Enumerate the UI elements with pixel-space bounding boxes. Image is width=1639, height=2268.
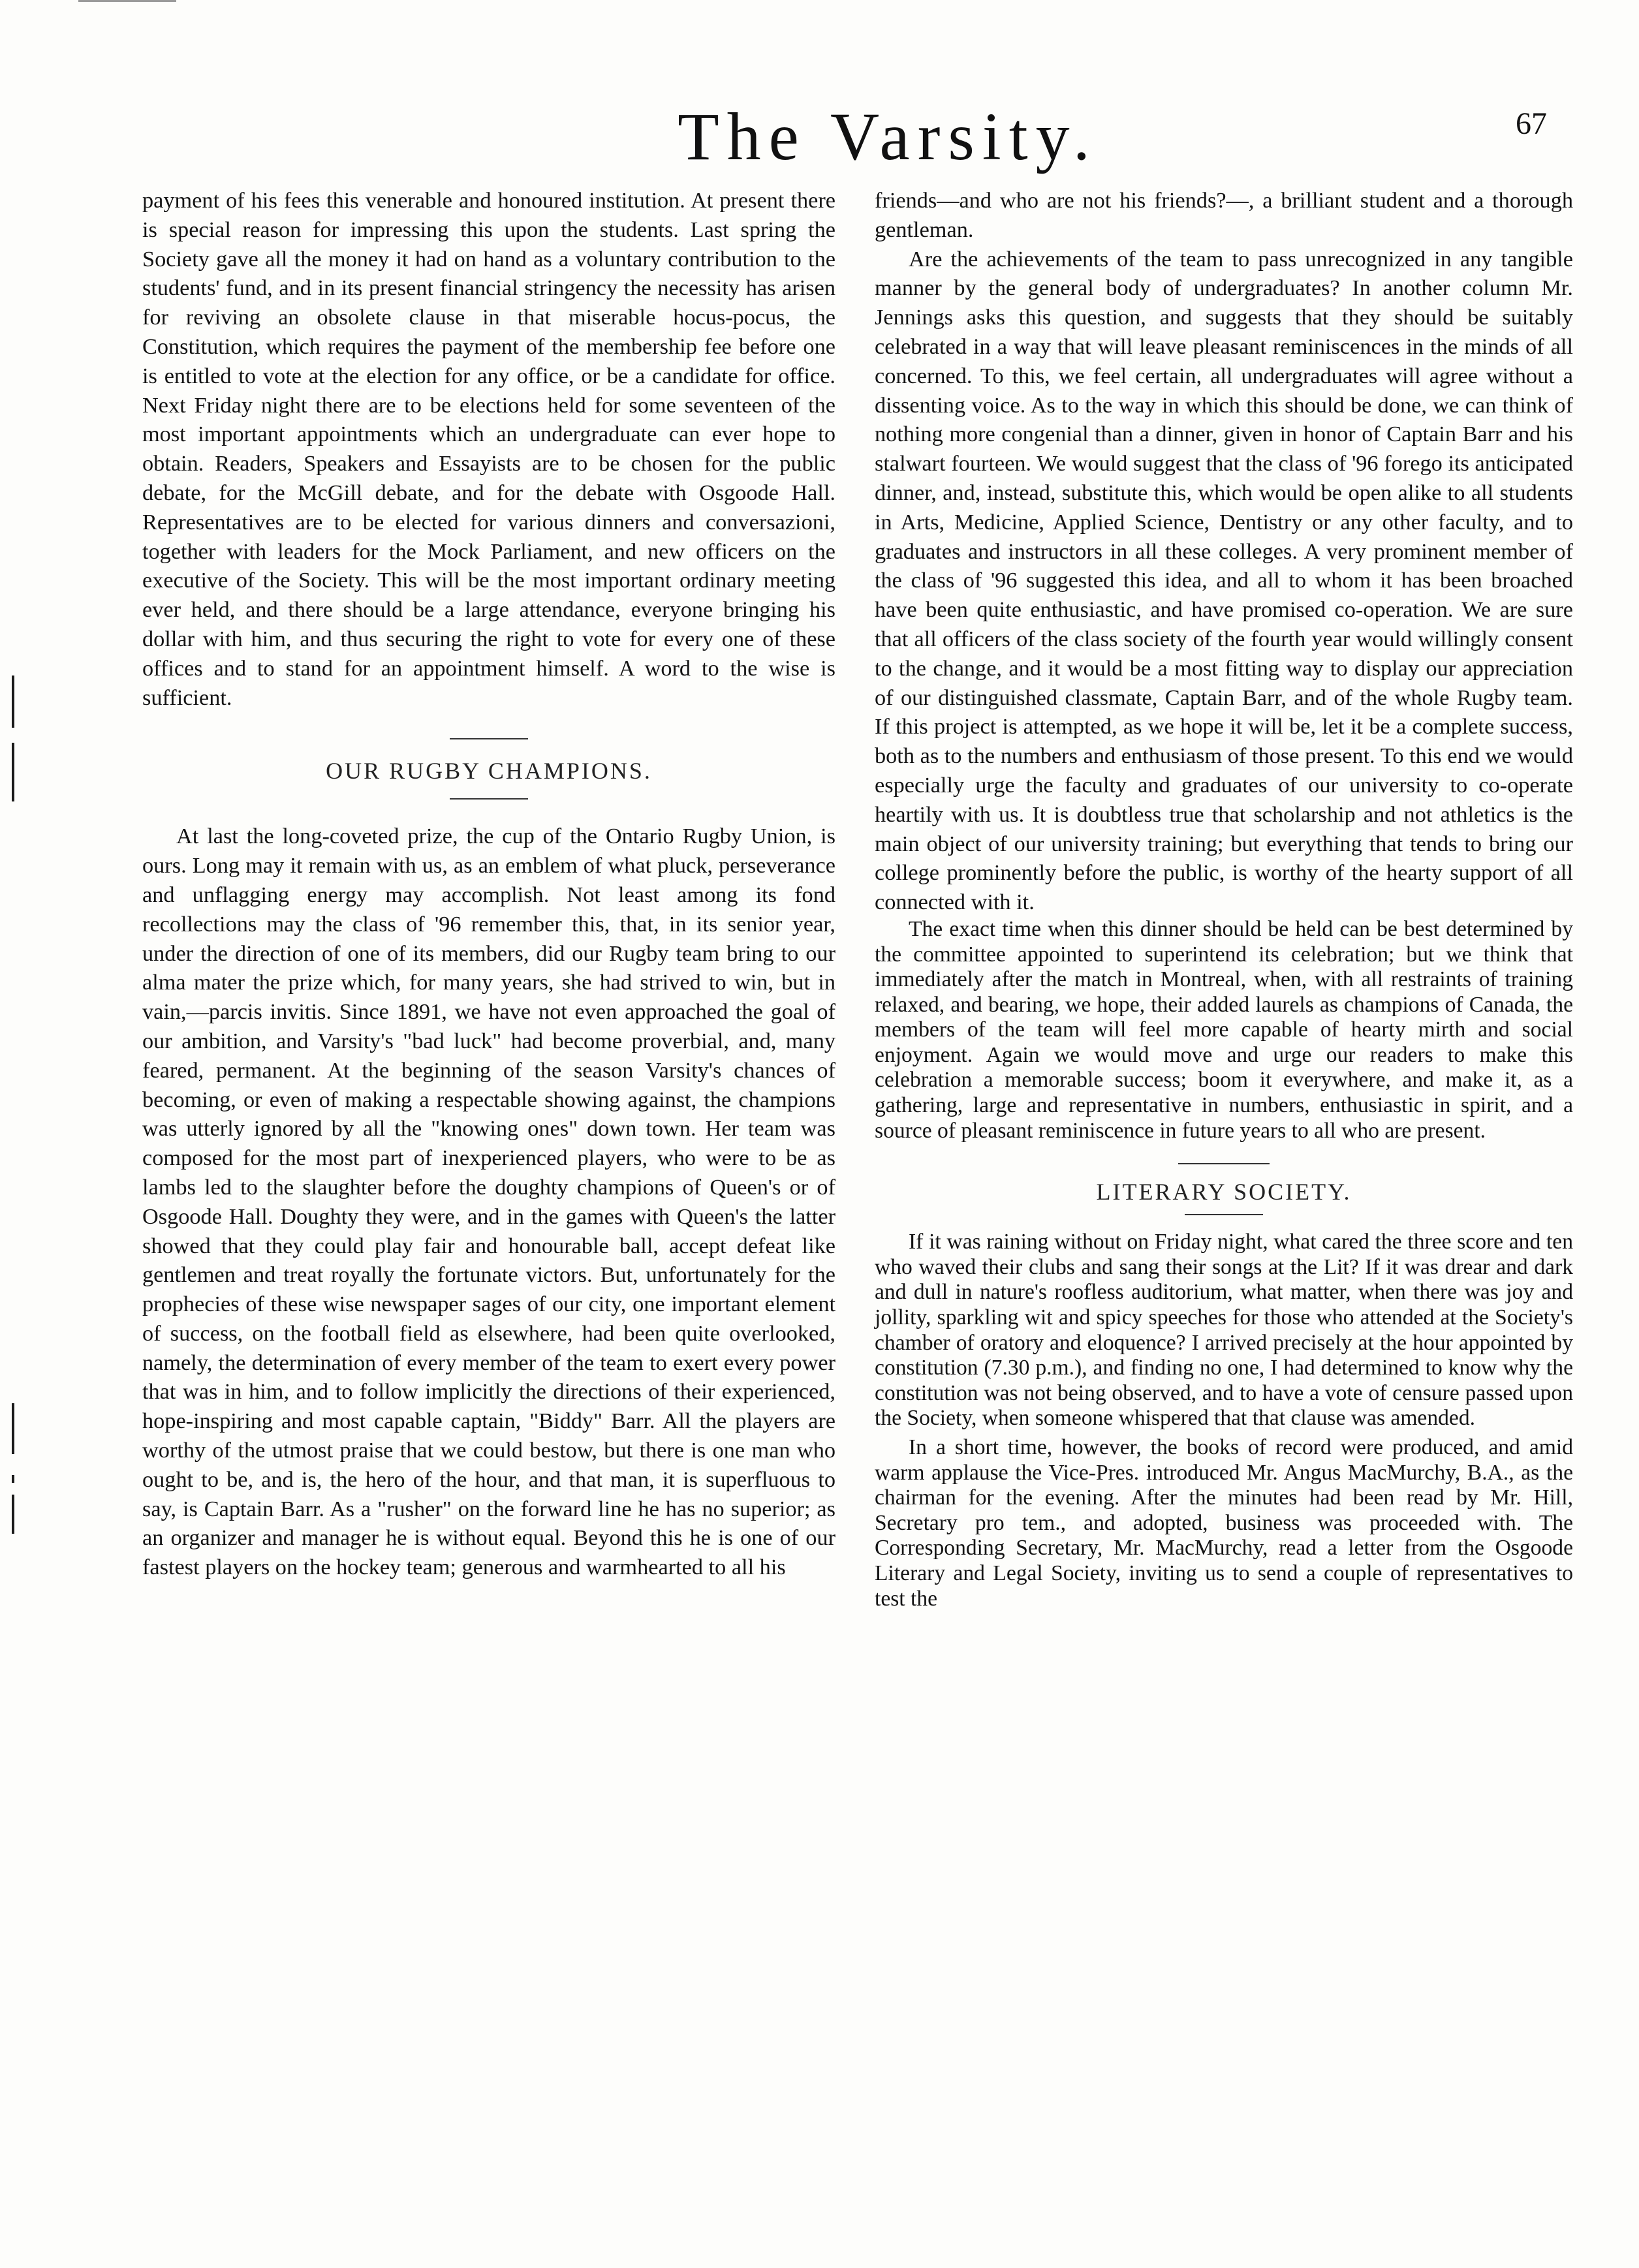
margin-mark — [12, 1475, 14, 1483]
spacer — [142, 800, 835, 822]
spacer — [875, 1215, 1573, 1230]
literary-paragraph-1: If it was raining without on Friday night, what cared the three score and ten who waved their clubs and sang their songs at the Lit? If it was drear and dark and dull in nature's roofless auditorium, what matter, when there was joy and jollity, sparkling wit and spicy speeches for those who attended at the Society's chamber of oratory and eloquence? I arrived precisely at the hour appointed by constitution (7.30 p.m.), and finding no one, I had determined to know why the constitution was not being observed, and to have a vote of censure passed upon the Society, when someone whispered that that clause was amended. — [875, 1230, 1573, 1431]
top-edge-rule — [78, 0, 176, 2]
margin-mark — [12, 1403, 14, 1454]
section-heading-rugby: OUR RUGBY CHAMPIONS. — [326, 758, 652, 784]
right-column — [875, 186, 1573, 1611]
dinner-paragraph: The exact time when this dinner should be held can be best determined by the committee appointed to superintend its celebration; but we think that immediately after the match in Montreal, when, with all restraints of training relaxed, and bearing, we hope, their added laurels as champions of Canada, the members of the team will feel more capable of hearty mirth and social enjoyment. Again we would move and urge our readers to make this celebration a memorable success; boom it everywhere, and make it, as a gathering, large and representative in numbers, enthusiastic in spirit, and a source of pleasant reminiscence in future years to all who are present. — [875, 916, 1573, 1143]
rugby-champions-paragraph: At last the long-coveted prize, the cup of the Ontario Rugby Union, is ours. Long may it remain with us, as an emblem of what pluck, perseverance and unflagging energy may accomplish. Not least among its fond recollections may the class of '96 remember this, that, in its senior year, under the direction of one of its members, did our Rugby team bring to our alma mater the prize which, for many years, she had strived to win, but in vain,—parcis invitis. Since 1891, we have not even approached the goal of our ambition, and Varsity's "bad luck" had become proverbial, and, many feared, permanent. At the beginning of the season Varsity's chances of becoming, or even of making a respectable showing against, the champions was utterly ignored by all the "knowing ones" down town. Her team was composed for the most part of inexperienced players, who were to be as lambs led to the slaughter before the doughty champions of Queen's or of Osgoode Hall. Doughty they were, and in the games with Queen's the latter showed that they could play fair and honourable ball, accept defeat like gentlemen and treat royally the fortunate victors. But, unfortunately for the prophecies of these wise newspaper sages of our city, one important element of success, on the football field as elsewhere, had been quite overlooked, namely, the determination of every member of the team to exert every power that was in him, and to follow implicitly the directions of their experienced, hope-inspiring and most capable captain, "Biddy" Barr. All the players are worthy of the utmost praise that we could bestow, but there is one man who ought to be, and is, the hero of the hour, and that man, it is superfluous to say, is Captain Barr. As a "rusher" on the forward line he has no superior; as an organizer and manager he is without equal. Beyond this he is one of our fastest players on the hockey team; generous and warmhearted to all his — [142, 824, 835, 1580]
spacer — [142, 739, 835, 756]
literary-paragraph-2: In a short time, however, the books of record were produced, and amid warm applause the Vice-Pres. introduced Mr. Angus MacMurchy, B.A., as the chairman for the evening. After the minutes had been read by Mr. Hill, Secretary pro tem., and adopted, business was proceeded with. The Corresponding Secretary, Mr. MacMurchy, read a letter from the Osgoode Literary and Legal Society, inviting us to send a couple of representatives to test the — [875, 1435, 1573, 1611]
masthead-title: The Varsity. — [678, 99, 1098, 174]
margin-mark — [12, 1495, 14, 1534]
spacer — [875, 1143, 1573, 1163]
left-column — [142, 186, 835, 1582]
continuation-paragraph: friends—and who are not his friends?—, a brilliant student and a thorough gentleman. — [875, 188, 1573, 242]
spacer — [875, 1164, 1573, 1177]
section-heading-literary: LITERARY SOCIETY. — [1096, 1179, 1352, 1205]
page-number: 67 — [1516, 106, 1547, 141]
spacer — [142, 785, 835, 798]
spacer — [875, 1206, 1573, 1214]
achievements-paragraph: Are the achievements of the team to pass unrecognized in any tangible manner by the general body of undergraduates? In another column Mr. Jennings asks this question, and suggests that they should be suitably celebrated in a way that will leave pleasant reminiscences in the minds of all concerned. To this, we feel certain, all undergraduates will agree without a dissenting voice. As to the way in which this should be done, we can think of nothing more congenial than a dinner, given in honor of Captain Barr and his stalwart fourteen. We would suggest that the class of '96 forego its anticipated dinner, and, instead, substitute this, which would be open alike to all students in Arts, Medicine, Applied Science, Dentistry or any other faculty, and to graduates and instructors in all these colleges. A very prominent member of the class of '96 suggested this idea, and all to whom it has been broached have been quite enthusiastic, and have promised co-operation. We are sure that all officers of the class society of the fourth year would willingly consent to the change, and it would be a most fitting way to display our appreciation of our distinguished classmate, Captain Barr, and of the whole Rugby team. If this project is attempted, as we hope it will be, let it be a complete success, both as to the numbers and enthusiasm of those present. To this end we would especially urge the faculty and graduates of our university to co-operate heartily with us. It is doubtless true that scholarship and not athletics is the main object of our university training; but everything that tends to bring our college prominently before the public, is worthy of the hearty support of all connected with it. — [875, 246, 1573, 915]
spacer — [142, 712, 835, 738]
margin-mark — [12, 676, 14, 728]
margin-mark — [12, 743, 14, 801]
intro-paragraph: payment of his fees this venerable and honoured institution. At present there is special reason for impressing this upon the students. Last spring the Society gave all the money it had on hand as a voluntary contribution to the students' fund, and in its present financial stringency the necessity has arisen for reviving an obsolete clause in that miserable hocus-pocus, the Constitution, which requires the payment of the membership fee before one is entitled to vote at the election for any office, or be a candidate for office. Next Friday night there are to be elections held for some seventeen of the most important appointments which an undergraduate can ever hope to obtain. Readers, Speakers and Essayists are to be chosen for the public debate, for the McGill debate, and for the debate with Osgoode Hall. Representatives are to be elected for various dinners and conversazioni, together with leaders for the Mock Parliament, and new officers on the executive of the Society. This will be the most important ordinary meeting ever held, and there should be a large attendance, everyone bringing his dollar with him, and thus securing the right to vote for every one of these offices and to stand for an appointment himself. A word to the wise is sufficient. — [142, 188, 835, 710]
